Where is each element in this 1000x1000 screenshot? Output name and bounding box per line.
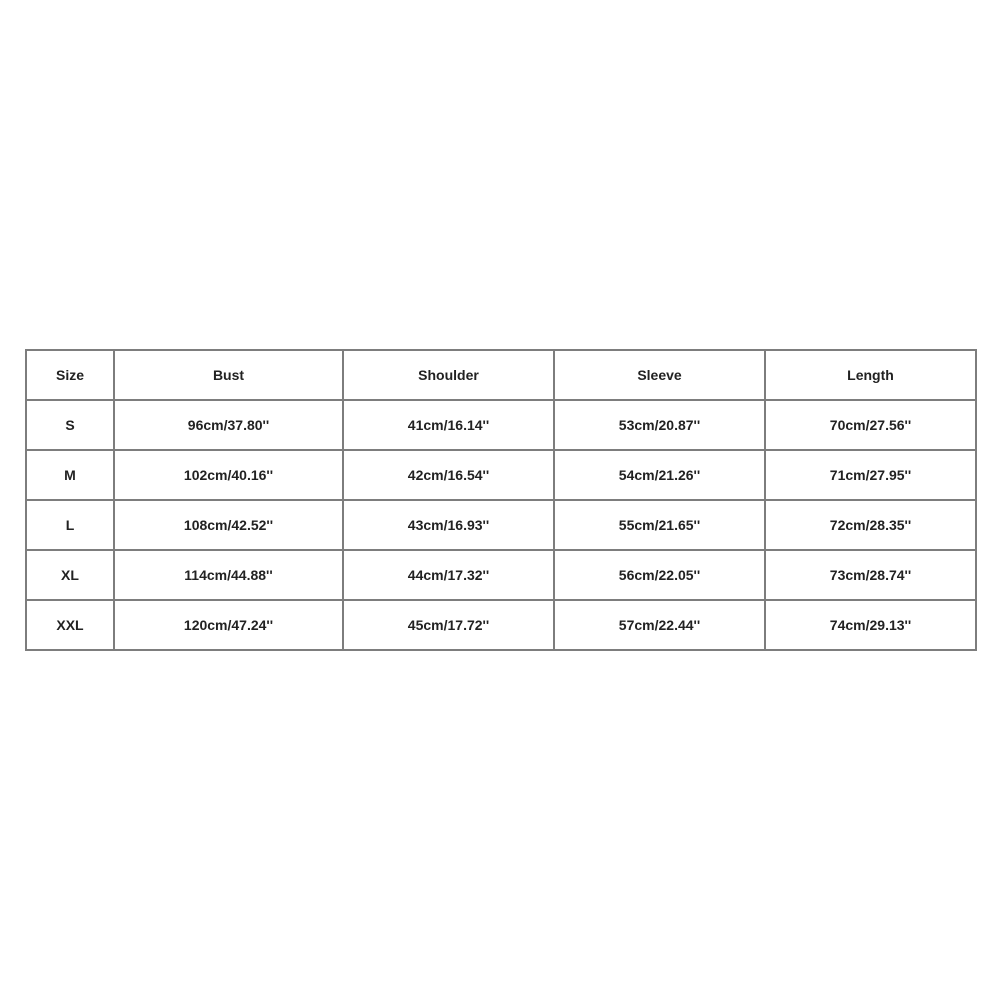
cell-size: M xyxy=(26,450,114,500)
cell-length: 74cm/29.13'' xyxy=(765,600,976,650)
header-size: Size xyxy=(26,350,114,400)
cell-bust: 102cm/40.16'' xyxy=(114,450,343,500)
table-row xyxy=(26,400,976,450)
header-bust: Bust xyxy=(114,350,343,400)
table-row xyxy=(26,550,976,600)
cell-sleeve: 57cm/22.44'' xyxy=(554,600,765,650)
cell-length: 71cm/27.95'' xyxy=(765,450,976,500)
cell-bust: 96cm/37.80'' xyxy=(114,400,343,450)
cell-bust: 114cm/44.88'' xyxy=(114,550,343,600)
cell-size: S xyxy=(26,400,114,450)
cell-size: XL xyxy=(26,550,114,600)
table-row xyxy=(26,600,976,650)
cell-bust: 120cm/47.24'' xyxy=(114,600,343,650)
cell-shoulder: 45cm/17.72'' xyxy=(343,600,554,650)
table-row xyxy=(26,500,976,550)
cell-length: 73cm/28.74'' xyxy=(765,550,976,600)
table-header-row xyxy=(26,350,976,400)
cell-shoulder: 41cm/16.14'' xyxy=(343,400,554,450)
cell-sleeve: 54cm/21.26'' xyxy=(554,450,765,500)
cell-sleeve: 53cm/20.87'' xyxy=(554,400,765,450)
cell-shoulder: 44cm/17.32'' xyxy=(343,550,554,600)
cell-sleeve: 56cm/22.05'' xyxy=(554,550,765,600)
cell-size: L xyxy=(26,500,114,550)
cell-bust: 108cm/42.52'' xyxy=(114,500,343,550)
header-shoulder: Shoulder xyxy=(343,350,554,400)
size-chart-table xyxy=(25,349,977,651)
cell-shoulder: 43cm/16.93'' xyxy=(343,500,554,550)
header-length: Length xyxy=(765,350,976,400)
cell-length: 72cm/28.35'' xyxy=(765,500,976,550)
cell-size: XXL xyxy=(26,600,114,650)
cell-length: 70cm/27.56'' xyxy=(765,400,976,450)
table-row xyxy=(26,450,976,500)
cell-sleeve: 55cm/21.65'' xyxy=(554,500,765,550)
cell-shoulder: 42cm/16.54'' xyxy=(343,450,554,500)
header-sleeve: Sleeve xyxy=(554,350,765,400)
